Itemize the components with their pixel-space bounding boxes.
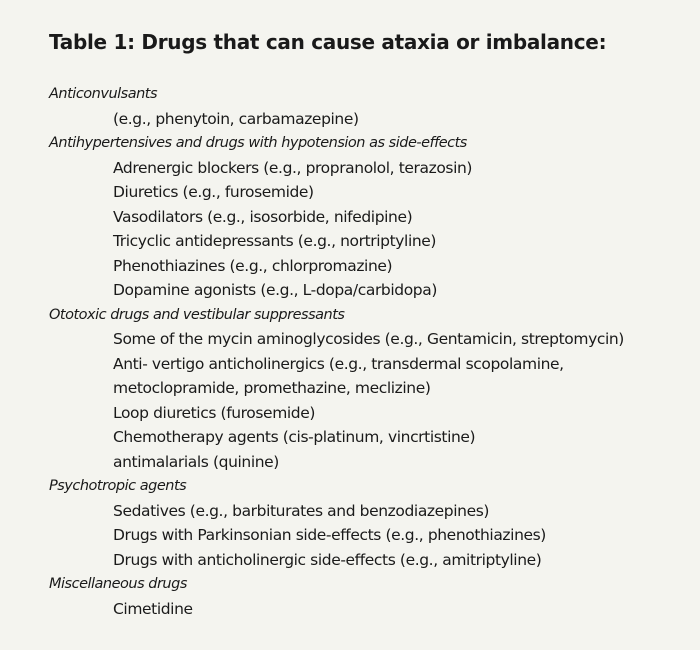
category-label: Psychotropic agents bbox=[49, 478, 187, 494]
drug-item: Loop diuretics (furosemide) bbox=[113, 403, 316, 422]
category-psychotropic bbox=[49, 474, 680, 572]
drug-item: Tricyclic antidepressants (e.g., nortriptyline) bbox=[113, 232, 437, 250]
drug-item: Dopamine agonists (e.g., L-dopa/carbidopa) bbox=[113, 281, 437, 299]
drug-item: Some of the mycin aminoglycosides (e.g., Gentamicin, streptomycin) bbox=[113, 330, 624, 348]
table-title: Table 1: Drugs that can cause ataxia or imbalance: bbox=[49, 30, 607, 54]
drug-item: Chemotherapy agents (cis-platinum, vincrtistine) bbox=[113, 428, 476, 446]
category-ototoxic bbox=[49, 303, 680, 475]
drug-item: Phenothiazines (e.g., chlorpromazine) bbox=[113, 256, 393, 275]
drug-item-continuation: metoclopramide, promethazine, meclizine) bbox=[113, 379, 431, 397]
drug-item: Drugs with Parkinsonian side-effects (e.g., phenothiazines) bbox=[113, 526, 546, 544]
category-label: Antihypertensives and drugs with hypotension as side-effects bbox=[49, 135, 467, 151]
drug-item: Drugs with anticholinergic side-effects (e.g., amitriptyline) bbox=[113, 550, 542, 569]
category-label: Anticonvulsants bbox=[49, 86, 158, 102]
drug-item: Anti- vertigo anticholinergics (e.g., transdermal scopolamine, bbox=[113, 354, 564, 373]
drug-item: (e.g., phenytoin, carbamazepine) bbox=[113, 109, 359, 128]
drug-item: Sedatives (e.g., barbiturates and benzodiazepines) bbox=[113, 501, 490, 520]
drug-item: Diuretics (e.g., furosemide) bbox=[113, 183, 314, 201]
category-label: Miscellaneous drugs bbox=[49, 576, 187, 592]
category-miscellaneous bbox=[49, 572, 680, 621]
category-antihypertensives bbox=[49, 131, 680, 303]
drug-item: Adrenergic blockers (e.g., propranolol, terazosin) bbox=[113, 158, 473, 177]
category-label: Ototoxic drugs and vestibular suppressants bbox=[49, 306, 345, 323]
category-anticonvulsants bbox=[49, 82, 680, 131]
drug-item: Cimetidine bbox=[113, 599, 193, 618]
drug-item: antimalarials (quinine) bbox=[113, 452, 279, 471]
drug-category-list bbox=[49, 82, 680, 621]
drug-item: Vasodilators (e.g., isosorbide, nifedipine) bbox=[113, 207, 413, 226]
